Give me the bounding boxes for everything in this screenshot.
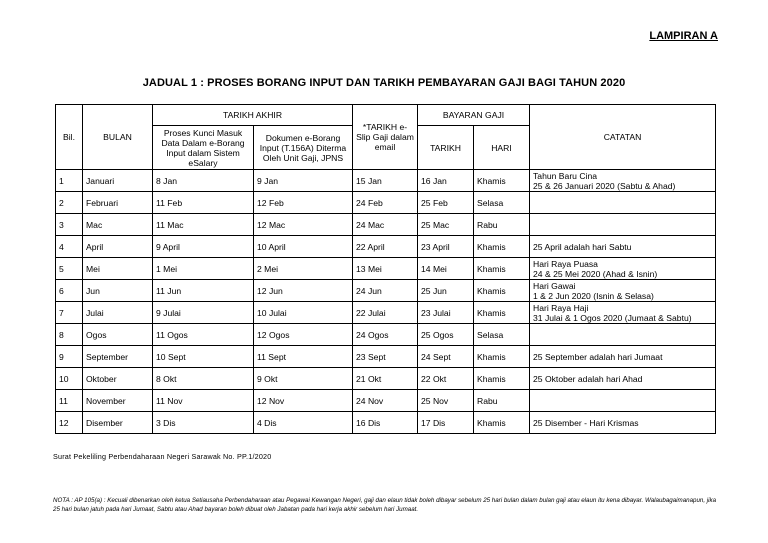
cell-hari: Rabu <box>474 390 530 412</box>
cell-tarikh: 17 Dis <box>418 412 474 434</box>
cell-tarikh: 25 Mac <box>418 214 474 236</box>
cell-bil: 12 <box>56 412 83 434</box>
cell-tarikh: 22 Okt <box>418 368 474 390</box>
cell-tarikh: 25 Ogos <box>418 324 474 346</box>
cell-bulan: Mei <box>83 258 153 280</box>
table-row <box>56 412 716 434</box>
cell-bil: 5 <box>56 258 83 280</box>
cell-bulan: Februari <box>83 192 153 214</box>
cell-kunci: 8 Okt <box>153 368 254 390</box>
cell-eslip: 16 Dis <box>353 412 418 434</box>
cell-eslip: 24 Jun <box>353 280 418 302</box>
catatan-line: 25 & 26 Januari 2020 (Sabtu & Ahad) <box>533 180 676 191</box>
cell-hari: Rabu <box>474 214 530 236</box>
catatan-line: Hari Gawai <box>533 280 576 291</box>
cell-dokumen: 9 Jan <box>254 170 353 192</box>
catatan-line: Hari Raya Haji <box>533 302 589 313</box>
cell-dokumen: 12 Feb <box>254 192 353 214</box>
table-row <box>56 192 716 214</box>
source-note: Surat Pekeliling Perbendaharaan Negeri Sarawak No. PP.1/2020 <box>53 452 272 461</box>
cell-tarikh: 14 Mei <box>418 258 474 280</box>
cell-dokumen: 11 Sept <box>254 346 353 368</box>
table-row <box>56 236 716 258</box>
cell-bil: 8 <box>56 324 83 346</box>
cell-dokumen: 9 Okt <box>254 368 353 390</box>
cell-dokumen: 12 Mac <box>254 214 353 236</box>
catatan-line: 25 Disember - Hari Krismas <box>533 417 639 428</box>
table-row <box>56 280 716 302</box>
header-tarikh-akhir: TARIKH AKHIR <box>153 105 353 126</box>
cell-bil: 11 <box>56 390 83 412</box>
cell-kunci: 11 Nov <box>153 390 254 412</box>
catatan-line: Tahun Baru Cina <box>533 170 598 181</box>
cell-hari: Khamis <box>474 258 530 280</box>
table-row <box>56 368 716 390</box>
cell-hari: Khamis <box>474 170 530 192</box>
table-row <box>56 346 716 368</box>
table-row <box>56 214 716 236</box>
cell-hari: Khamis <box>474 280 530 302</box>
cell-dokumen: 4 Dis <box>254 412 353 434</box>
cell-catatan <box>530 346 716 368</box>
cell-tarikh: 24 Sept <box>418 346 474 368</box>
cell-bulan: Julai <box>83 302 153 324</box>
header-tarikh: TARIKH <box>418 126 474 170</box>
cell-eslip: 22 Julai <box>353 302 418 324</box>
cell-catatan <box>530 412 716 434</box>
catatan-line: 24 & 25 Mei 2020 (Ahad & Isnin) <box>533 268 658 279</box>
cell-eslip: 22 April <box>353 236 418 258</box>
cell-kunci: 11 Jun <box>153 280 254 302</box>
cell-bil: 9 <box>56 346 83 368</box>
cell-eslip: 24 Feb <box>353 192 418 214</box>
cell-eslip: 23 Sept <box>353 346 418 368</box>
cell-hari: Khamis <box>474 368 530 390</box>
cell-catatan <box>530 324 716 346</box>
header-eslip: *TARIKH e-Slip Gaji dalam email <box>353 105 418 170</box>
table-row <box>56 170 716 192</box>
header-bulan: BULAN <box>83 105 153 170</box>
cell-catatan <box>530 236 716 258</box>
catatan-line: 25 Oktober adalah hari Ahad <box>533 373 643 384</box>
cell-kunci: 9 Julai <box>153 302 254 324</box>
cell-kunci: 3 Dis <box>153 412 254 434</box>
cell-kunci: 8 Jan <box>153 170 254 192</box>
cell-hari: Khamis <box>474 412 530 434</box>
cell-bulan: Mac <box>83 214 153 236</box>
cell-hari: Selasa <box>474 324 530 346</box>
catatan-line: 25 September adalah hari Jumaat <box>533 351 663 362</box>
cell-catatan <box>530 280 716 302</box>
table-row <box>56 302 716 324</box>
cell-kunci: 11 Feb <box>153 192 254 214</box>
cell-bil: 2 <box>56 192 83 214</box>
cell-dokumen: 10 April <box>254 236 353 258</box>
catatan-line: Hari Raya Puasa <box>533 258 598 269</box>
footnote: NOTA : AP 105(a) : Kecuali dibenarkan oleh ketua Setiausaha Perbendaharaan atau Pegawai Kewangan Negeri, gaji dan elaun tidak boleh dibayar sebelum 25 hari bulan dalam bulan gaji atau elaun itu kena dibayar. Walaubagaimanapun, jika 25 hari bulan jatuh pada hari Jumaat, Sabtu atau Ahad bayaran boleh dibuat oleh Jabatan pada hari kerja akhir sebelum hari Jumaat. <box>53 497 717 513</box>
cell-bulan: November <box>83 390 153 412</box>
cell-dokumen: 12 Nov <box>254 390 353 412</box>
cell-tarikh: 25 Jun <box>418 280 474 302</box>
cell-hari: Selasa <box>474 192 530 214</box>
cell-hari: Khamis <box>474 236 530 258</box>
cell-tarikh: 16 Jan <box>418 170 474 192</box>
cell-kunci: 10 Sept <box>153 346 254 368</box>
cell-tarikh: 25 Feb <box>418 192 474 214</box>
cell-kunci: 9 April <box>153 236 254 258</box>
table-row <box>56 324 716 346</box>
cell-hari: Khamis <box>474 302 530 324</box>
cell-bil: 1 <box>56 170 83 192</box>
cell-catatan <box>530 258 716 280</box>
cell-eslip: 24 Nov <box>353 390 418 412</box>
cell-eslip: 24 Mac <box>353 214 418 236</box>
cell-kunci: 11 Ogos <box>153 324 254 346</box>
cell-bulan: Jun <box>83 280 153 302</box>
cell-eslip: 13 Mei <box>353 258 418 280</box>
cell-bulan: April <box>83 236 153 258</box>
header-catatan: CATATAN <box>530 105 716 170</box>
catatan-line: 1 & 2 Jun 2020 (Isnin & Selasa) <box>533 290 654 301</box>
cell-kunci: 1 Mei <box>153 258 254 280</box>
cell-bulan: Disember <box>83 412 153 434</box>
cell-dokumen: 12 Ogos <box>254 324 353 346</box>
payroll-schedule-table <box>55 104 716 434</box>
cell-bulan: Januari <box>83 170 153 192</box>
header-proses-kunci: Proses Kunci Masuk Data Dalam e-Borang Input dalam Sistem eSalary <box>153 126 254 170</box>
cell-eslip: 21 Okt <box>353 368 418 390</box>
cell-tarikh: 23 Julai <box>418 302 474 324</box>
cell-catatan <box>530 302 716 324</box>
cell-dokumen: 12 Jun <box>254 280 353 302</box>
header-bayaran-gaji: BAYARAN GAJI <box>418 105 530 126</box>
cell-bil: 3 <box>56 214 83 236</box>
table-row <box>56 390 716 412</box>
cell-catatan <box>530 214 716 236</box>
cell-bil: 4 <box>56 236 83 258</box>
cell-catatan <box>530 192 716 214</box>
table-row <box>56 258 716 280</box>
cell-eslip: 15 Jan <box>353 170 418 192</box>
cell-kunci: 11 Mac <box>153 214 254 236</box>
cell-bil: 7 <box>56 302 83 324</box>
cell-catatan <box>530 390 716 412</box>
cell-tarikh: 25 Nov <box>418 390 474 412</box>
header-dokumen: Dokumen e-Borang Input (T.156A) Diterma Oleh Unit Gaji, JPNS <box>254 126 353 170</box>
catatan-line: 25 April adalah hari Sabtu <box>533 241 632 252</box>
cell-hari: Khamis <box>474 346 530 368</box>
cell-tarikh: 23 April <box>418 236 474 258</box>
cell-catatan <box>530 170 716 192</box>
catatan-line: 31 Julai & 1 Ogos 2020 (Jumaat & Sabtu) <box>533 312 692 323</box>
appendix-label: LAMPIRAN A <box>649 30 718 42</box>
cell-bulan: Oktober <box>83 368 153 390</box>
cell-dokumen: 2 Mei <box>254 258 353 280</box>
cell-eslip: 24 Ogos <box>353 324 418 346</box>
header-hari: HARI <box>474 126 530 170</box>
header-bil: Bil. <box>56 105 83 170</box>
cell-bil: 10 <box>56 368 83 390</box>
cell-bulan: Ogos <box>83 324 153 346</box>
page-title: JADUAL 1 : PROSES BORANG INPUT DAN TARIKH PEMBAYARAN GAJI BAGI TAHUN 2020 <box>142 77 626 89</box>
cell-bulan: September <box>83 346 153 368</box>
cell-dokumen: 10 Julai <box>254 302 353 324</box>
cell-bil: 6 <box>56 280 83 302</box>
cell-catatan <box>530 368 716 390</box>
